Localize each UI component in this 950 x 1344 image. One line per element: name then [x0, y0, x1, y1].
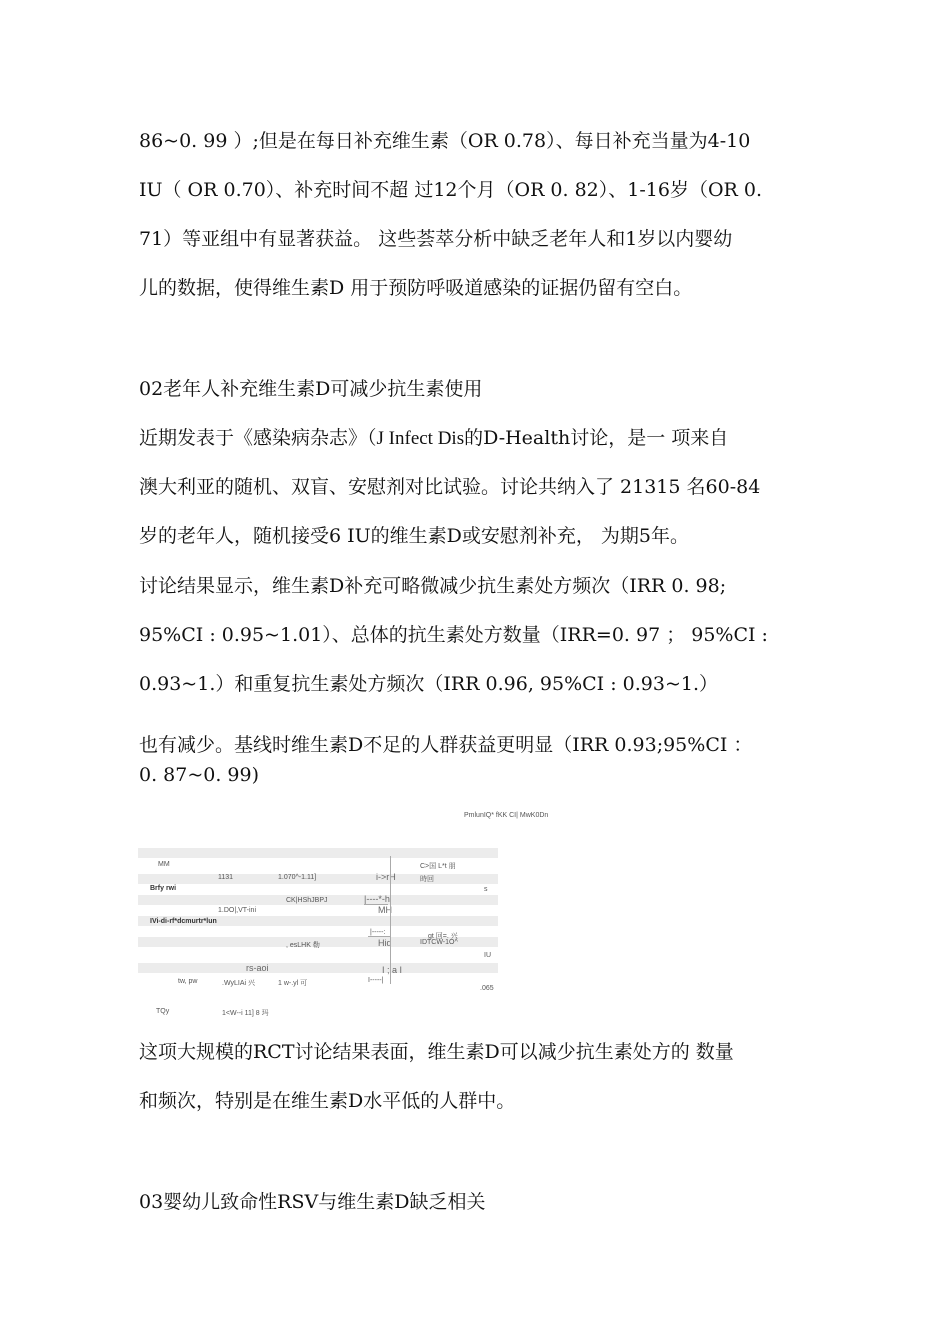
text-line: 也有减少。基线时维生素D不足的人群获益更明显（IRR 0.93;95%CI ：	[139, 734, 753, 756]
figure-label: rs-aoi	[246, 963, 269, 973]
paragraph-d-health	[139, 414, 829, 561]
section-heading-03: 03婴幼儿致命性RSV与维生素D缺乏相关	[139, 1191, 486, 1213]
text-line: 这项大规模的RCT讨论结果表面，维生素D可以减少抗生素处方的 数量	[139, 1041, 734, 1063]
paragraph-results	[139, 562, 829, 709]
figure-label: gt 回=. 兴	[428, 933, 458, 940]
paragraph-conclusion	[139, 1028, 829, 1126]
figure-label: 時回	[420, 876, 434, 883]
text-line: IU（ OR 0.70）、补充时间不超 过12个月（OR 0. 82）、1-16岁（OR 0.	[139, 179, 763, 201]
figure-ci-line	[368, 936, 390, 937]
text-line: 0.93~1.）和重复抗生素处方频次（IRR 0.96, 95%CI : 0.93~1.）	[139, 673, 718, 695]
figure-label: , esLHK 勒	[286, 942, 320, 949]
figure-label: s	[484, 886, 488, 893]
figure-label: i->rH	[376, 872, 396, 882]
text-line: 澳大利亚的随机、双盲、安慰剂对比试验。讨论共纳入了 21315 名60-84	[139, 476, 761, 498]
paragraph-meta-analysis	[139, 117, 829, 313]
text-line: 儿的数据，使得维生素D 用于预防呼吸道感染的证据仍留有空白。	[139, 277, 693, 299]
figure-label: 1.DO|,VT-ini	[218, 907, 256, 914]
figure-label: C>国 L*t 朋	[420, 863, 456, 870]
figure-title: PmlunIQ* fKK CI| MwK0Dn	[464, 812, 549, 819]
figure-label: CK|HShJBPJ	[286, 897, 328, 904]
figure-label: tw, pw	[178, 978, 198, 985]
paragraph-subgroup	[139, 730, 829, 790]
figure-label: IDTCW-1O^	[420, 939, 458, 946]
figure-label: I-----|	[368, 977, 384, 984]
figure-row-band	[138, 848, 498, 858]
figure-label: IU	[484, 952, 491, 959]
figure-label: Brfy rwi	[150, 885, 177, 892]
text-line: 和频次，特别是在维生素D水平低的人群中。	[139, 1090, 516, 1112]
figure-label: 1131	[218, 874, 234, 881]
text-line	[139, 414, 829, 463]
figure-label: 1.070^-1.11]	[278, 874, 317, 881]
text-line: 71）等亚组中有显著获益。 这些荟萃分析中缺乏老年人和1岁以内婴幼	[139, 228, 733, 250]
figure-ci-line	[364, 904, 388, 905]
journal-name: J Infect Dis	[376, 428, 465, 449]
figure-label: .065	[480, 985, 494, 992]
section-heading-02: 02老年人补充维生素D可减少抗生素使用	[139, 378, 483, 400]
figure-label: 1 w-.yl 可	[278, 980, 308, 987]
figure-label: MM	[158, 861, 170, 868]
figure-label: I ; a I	[382, 965, 403, 975]
figure-label: MH	[378, 905, 392, 915]
text-line: 讨论结果显示，维生素D补充可略微减少抗生素处方频次（IRR 0. 98;	[139, 575, 727, 597]
forest-plot-figure	[138, 808, 549, 1023]
figure-label: 1<W--i 11] 8 玛	[222, 1010, 269, 1017]
figure-label: IVi-di-rf*dcmurtr*lun	[150, 918, 217, 925]
text-line: 0. 87~0. 99)	[139, 764, 260, 786]
text-segment: 近期发表于《感染病杂志》（	[139, 427, 377, 449]
figure-label: |----*-h	[364, 894, 390, 904]
text-line: 岁的老年人，随机接受6 IU的维生素D或安慰剂补充， 为期5年。	[139, 525, 690, 547]
figure-label: .WyLIAi 兴	[222, 980, 255, 987]
figure-row-band	[138, 963, 498, 973]
text-line: 86~0. 99 ）;但是在每日补充维生素（OR 0.78）、每日补充当量为4-10	[139, 130, 751, 152]
text-segment: 的D-Health讨论，是一 项来自	[464, 427, 729, 449]
figure-label: |-----:	[370, 929, 386, 936]
figure-label: TQy	[156, 1008, 170, 1015]
text-line: 95%CI : 0.95~1.01）、总体的抗生素处方数量（IRR=0. 97 ； 95%CI :	[139, 624, 768, 646]
figure-row-band	[138, 874, 498, 884]
figure-label: Hid	[378, 938, 392, 948]
figure-reference-line	[390, 856, 391, 984]
